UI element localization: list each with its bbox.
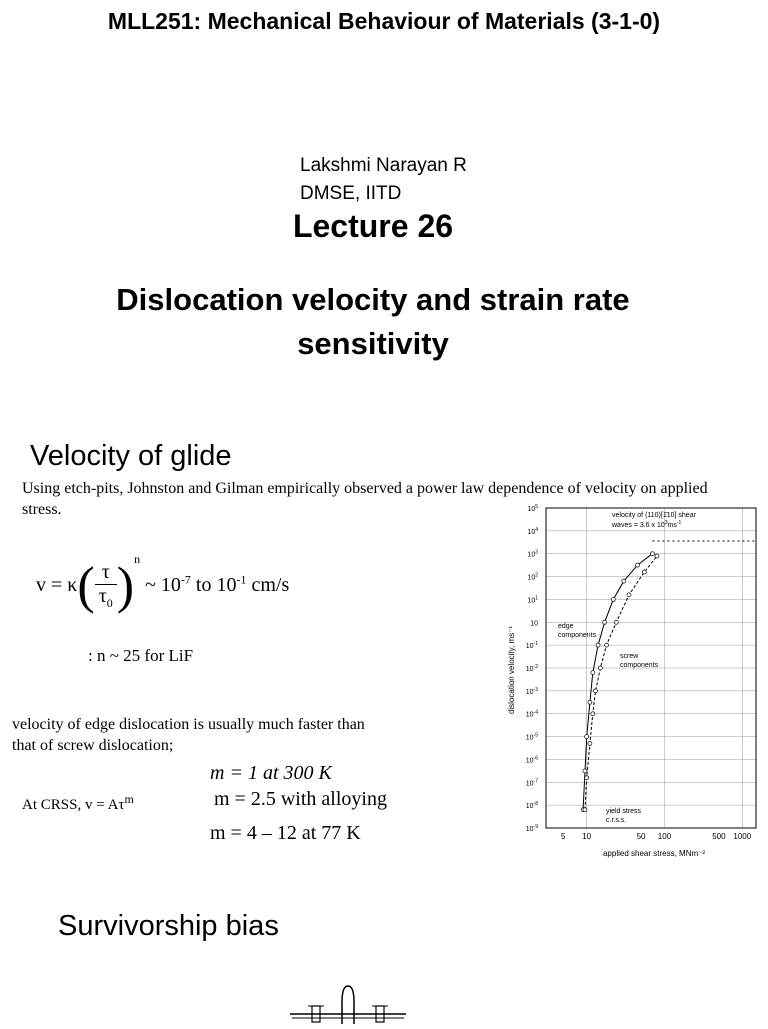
yield-stress-label: yield stress: [606, 808, 642, 815]
y-tick-label: [526, 755, 538, 764]
airplane-illustration: [288, 984, 408, 1029]
y-tick-label: [526, 710, 538, 719]
author-name: Lakshmi Narayan R: [300, 155, 467, 176]
airplane-icon: [288, 984, 408, 1024]
y-tick-exp: -4: [533, 709, 538, 716]
screw-label-2: components: [620, 662, 659, 669]
course-title: MLL251: Mechanical Behaviour of Materials (3-1-0): [107, 8, 661, 34]
y-tick-label: [527, 527, 538, 536]
author-affiliation: DMSE, IITD: [300, 183, 402, 204]
y-tick-exp: -3: [533, 686, 538, 693]
y-tick-label: [526, 801, 538, 810]
data-point-screw: [655, 554, 659, 558]
data-point-screw: [598, 666, 602, 670]
m-value-alloying: m = 2.5 with alloying: [214, 788, 387, 810]
y-tick-label: [527, 573, 538, 582]
y-tick-exp: 4: [535, 526, 538, 533]
glide-intro-text: Using etch-pits, Johnston and Gilman empirically observed a power law dependence of velocity on applied stress.: [22, 480, 708, 518]
series-line-edge: [583, 554, 652, 810]
y-tick-base: 10: [527, 528, 536, 536]
formula-range-unit: cm/s: [246, 574, 290, 596]
y-tick-label: [527, 504, 538, 513]
crss-relation: [22, 792, 134, 814]
y-tick-labels: [526, 504, 538, 833]
y-tick-label: [526, 778, 538, 787]
formula-denominator-sub: 0: [106, 596, 113, 611]
section-heading-glide: Velocity of glide: [30, 440, 232, 472]
y-tick-label: [526, 664, 538, 673]
crss-label-chart: c.r.s.s.: [606, 817, 627, 824]
series-line-screw: [585, 556, 657, 810]
formula-numerator: τ: [95, 561, 117, 585]
n-value-note: : n ~ 25 for LiF: [88, 646, 194, 665]
y-tick-base: 10: [530, 620, 538, 628]
y-tick-label: [527, 550, 538, 559]
formula-lhs: v = κ: [36, 574, 78, 596]
y-tick-exp: -7: [533, 778, 538, 785]
data-point-screw: [585, 776, 589, 780]
y-tick-exp: 5: [535, 504, 538, 510]
shear-wave-annotation-2: [611, 520, 682, 529]
data-point-screw: [605, 643, 609, 647]
screw-label: screw: [620, 653, 639, 660]
y-tick-exp: -9: [533, 824, 538, 830]
y-tick-label: [526, 687, 538, 696]
formula-fraction: [95, 561, 117, 611]
y-tick-exp: -5: [533, 732, 538, 739]
data-point-edge: [588, 700, 592, 704]
data-point-edge: [591, 671, 595, 675]
data-point-screw: [591, 712, 595, 716]
data-point-edge: [650, 552, 654, 556]
x-tick-label: 5: [561, 832, 566, 841]
edge-label: edge: [558, 623, 574, 630]
data-point-edge: [603, 620, 607, 624]
chart-svg: [500, 500, 768, 870]
y-tick-base: 10: [527, 506, 536, 513]
y-tick-base: 10: [525, 757, 534, 765]
y-tick-label: [530, 620, 538, 627]
formula-range-mid: to 10: [190, 574, 237, 596]
y-tick-base: 10: [525, 780, 534, 788]
x-tick-label: 500: [712, 832, 726, 841]
y-tick-base: 10: [525, 803, 534, 811]
data-point-edge: [636, 563, 640, 567]
y-tick-exp: 3: [535, 549, 538, 556]
m-value-300k: m = 1 at 300 K: [210, 762, 332, 784]
crss-exponent: m: [124, 792, 134, 806]
chart-series: [581, 552, 659, 812]
crss-label: At CRSS, v = Aτ: [22, 797, 125, 813]
y-tick-label: [526, 824, 538, 833]
data-point-edge: [585, 735, 589, 739]
data-point-edge: [622, 579, 626, 583]
x-tick-labels: [561, 832, 752, 841]
y-tick-base: 10: [527, 551, 536, 559]
formula-exponent: n: [134, 552, 141, 566]
data-point-screw: [588, 741, 592, 745]
y-tick-label: [526, 641, 538, 650]
author-block: [300, 152, 467, 208]
m-value-77k: m = 4 – 12 at 77 K: [210, 822, 361, 844]
y-tick-base: 10: [527, 597, 536, 605]
shear-wave-annotation: velocity of (110)[1̄10] shear: [612, 512, 696, 519]
x-tick-label: 10: [582, 832, 592, 841]
lecture-topic: Dislocation velocity and strain rate sensitivity: [116, 282, 630, 361]
y-tick-base: 10: [525, 826, 534, 833]
shear-wave-exp: 3: [664, 520, 668, 526]
data-point-edge: [596, 643, 600, 647]
y-tick-exp: -2: [533, 664, 538, 670]
lecture-number: Lecture 26: [292, 208, 454, 244]
shear-wave-value: waves = 3.6 x 10: [612, 522, 665, 529]
power-law-formula: v = κ( $\frac{\tau}{\tau_0}$ )$^n$ ~ $10^{-7}$ to $10^{-1}$ cm/s: [36, 552, 290, 615]
formula-range-exp1: -7: [180, 572, 191, 587]
x-tick-label: 1000: [733, 832, 752, 841]
y-tick-label: [526, 733, 538, 742]
shear-wave-unit-exp: -1: [676, 520, 682, 526]
data-point-edge: [583, 769, 587, 773]
x-tick-label: 100: [657, 832, 672, 841]
y-tick-base: 10: [525, 688, 534, 696]
edge-label-2: components: [558, 632, 597, 639]
y-tick-exp: 1: [535, 595, 538, 602]
formula-range-exp2: -1: [236, 572, 247, 587]
data-point-screw: [642, 570, 646, 574]
section-heading-survivorship: Survivorship bias: [58, 910, 279, 942]
data-point-screw: [594, 689, 598, 693]
data-point-edge: [611, 597, 615, 601]
formula-range: [145, 574, 289, 596]
y-tick-exp: 2: [535, 572, 538, 579]
velocity-stress-chart: [500, 500, 768, 870]
formula-range-prefix: ~ 10: [145, 574, 181, 596]
y-tick-base: 10: [525, 643, 534, 651]
y-tick-base: 10: [525, 734, 534, 742]
shear-wave-unit: ms: [667, 522, 677, 529]
y-tick-exp: -8: [533, 801, 538, 808]
y-tick-base: 10: [527, 574, 536, 582]
formula-denominator: τ: [98, 585, 107, 608]
x-axis-label: applied shear stress, MNm⁻²: [602, 849, 706, 858]
y-axis-label: dislocation velocity, ms⁻¹: [507, 625, 516, 715]
data-point-screw: [627, 593, 631, 597]
data-point-screw: [583, 808, 587, 812]
y-tick-label: [527, 595, 538, 604]
y-tick-base: 10: [525, 711, 534, 719]
y-tick-exp: -6: [533, 755, 538, 762]
edge-screw-note: velocity of edge dislocation is usually much faster than that of screw dislocation;: [12, 716, 365, 754]
x-tick-label: 50: [636, 832, 646, 841]
y-tick-base: 10: [525, 666, 534, 673]
y-tick-exp: -1: [533, 641, 538, 648]
data-point-screw: [614, 620, 618, 624]
